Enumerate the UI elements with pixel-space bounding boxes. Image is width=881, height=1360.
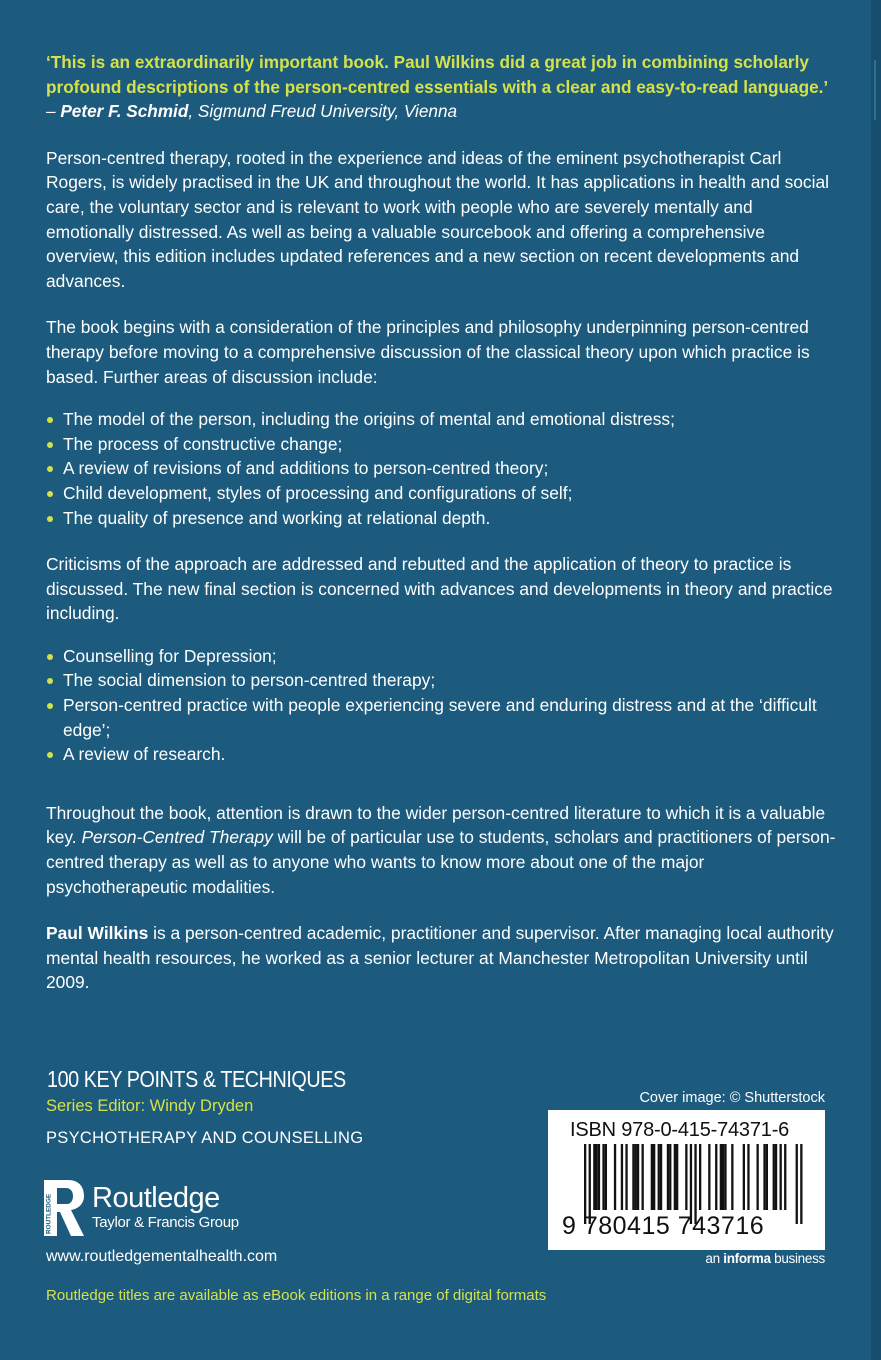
quote-dash: – bbox=[46, 101, 61, 122]
informa-brand: informa bbox=[723, 1251, 771, 1266]
list-item: Child development, styles of processing and configurations of self; bbox=[46, 481, 836, 506]
barcode-bar bbox=[757, 1144, 759, 1210]
publisher-group: Taylor & Francis Group bbox=[92, 1214, 239, 1231]
isbn-barcode bbox=[548, 1110, 825, 1250]
author-bio bbox=[46, 921, 836, 995]
barcode-bar bbox=[596, 1144, 598, 1210]
series-editor: Series Editor: Windy Dryden bbox=[46, 1097, 254, 1115]
barcode-bar bbox=[763, 1144, 765, 1210]
list-item: The quality of presence and working at relational depth. bbox=[46, 506, 836, 531]
barcode-bar bbox=[731, 1144, 733, 1210]
informa-prefix: an bbox=[705, 1251, 724, 1266]
barcode-bar bbox=[743, 1144, 745, 1210]
para4-text-start: Throughout the book, attention is drawn to the wider person-centred literature to which it is a valuable key. bbox=[46, 802, 826, 848]
list-item: Person-centred practice with people experiencing severe and enduring distress and at the ‘difficult edge’; bbox=[46, 693, 836, 742]
publisher-name: Routledge bbox=[92, 1182, 220, 1214]
list-item: Counselling for Depression; bbox=[46, 644, 836, 669]
quote-affiliation: , Sigmund Freud University, Vienna bbox=[188, 101, 458, 122]
barcode-bar bbox=[632, 1144, 634, 1210]
barcode-bar bbox=[674, 1144, 676, 1210]
barcode-digits: 9 780415 743716 bbox=[562, 1212, 765, 1240]
list-item: A review of research. bbox=[46, 742, 836, 767]
barcode-bar bbox=[685, 1144, 687, 1210]
barcode-bar bbox=[796, 1144, 798, 1224]
topics-list-1 bbox=[46, 407, 836, 530]
barcode-bar bbox=[669, 1144, 671, 1210]
series-title: 100 KEY POINTS & TECHNIQUES bbox=[47, 1066, 346, 1092]
blurb bbox=[46, 50, 836, 995]
author-bio-text: is a person-centred academic, practitioner and supervisor. After managing local authority mental health resources, he worked as a senior lecturer at Manchester Metropolitan University until 2009. bbox=[46, 923, 834, 993]
routledge-vertical-mark: ROUTLEDGE bbox=[45, 1193, 53, 1234]
barcode-bar bbox=[715, 1144, 717, 1210]
list-item: A review of revisions of and additions to person-centred theory; bbox=[46, 456, 836, 481]
informa-business-mark bbox=[705, 1251, 825, 1266]
barcode-bar bbox=[708, 1144, 710, 1210]
barcode-bar bbox=[699, 1144, 701, 1210]
barcode-bar bbox=[722, 1144, 724, 1210]
barcode-bar bbox=[780, 1144, 782, 1210]
para4-text-end: will be of particular use to students, scholars and practitioners of person-centred therapy as well as to anyone who wants to know more about one of the major psychotherapeutic modalities. bbox=[46, 827, 836, 897]
description-paragraph-2: The book begins with a consideration of the principles and philosophy underpinning person-centred therapy before moving to a comprehensive discussion of the classical theory upon which practice is based. Further areas of discussion include: bbox=[46, 317, 810, 387]
routledge-r-icon bbox=[44, 1180, 84, 1236]
routledge-wordmark bbox=[92, 1183, 239, 1233]
barcode-bar bbox=[621, 1144, 623, 1210]
barcode-bar bbox=[658, 1144, 660, 1210]
description-paragraph-1: Person-centred therapy, rooted in the experience and ideas of the eminent psychotherapist Carl Rogers, is widely practised in the UK and throughout the world. It has applications in health and social care, the voluntary sector and is relevant to work with people who are severely mentally and emotionally distressed. As well as being a valuable sourcebook and offering a comprehensive overview, this edition includes updated references and a new section on recent developments and advances. bbox=[46, 147, 830, 291]
barcode-bar bbox=[773, 1144, 775, 1210]
list-item: The social dimension to person-centred therapy; bbox=[46, 668, 836, 693]
quote-author: Peter F. Schmid bbox=[60, 101, 189, 122]
description-paragraph-4 bbox=[46, 801, 836, 899]
quote-attribution bbox=[46, 101, 457, 121]
barcode-bar bbox=[720, 1144, 722, 1210]
series-subject: PSYCHOTHERAPY AND COUNSELLING bbox=[46, 1129, 364, 1147]
informa-suffix: business bbox=[770, 1251, 825, 1266]
barcode-bar bbox=[747, 1144, 749, 1210]
barcode-bar bbox=[766, 1144, 768, 1210]
book-title: Person-Centred Therapy bbox=[81, 827, 273, 848]
spine-edge bbox=[871, 0, 881, 1360]
barcode-bar bbox=[660, 1144, 662, 1210]
quote-text: ‘This is an extraordinarily important book. Paul Wilkins did a great job in combining scholarly profound descriptions of the person-centred essentials with a clear and easy-to-read language.’ bbox=[46, 52, 829, 97]
routledge-logo bbox=[44, 1180, 239, 1236]
publisher-url: www.routledgementalhealth.com bbox=[46, 1248, 278, 1265]
barcode-bar bbox=[724, 1144, 726, 1210]
barcode-bar bbox=[800, 1144, 802, 1224]
barcode-bar bbox=[625, 1144, 627, 1210]
endorsement-quote bbox=[46, 50, 836, 124]
barcode-bar bbox=[605, 1144, 607, 1210]
list-item: The model of the person, including the origins of mental and emotional distress; bbox=[46, 407, 836, 432]
isbn-label: ISBN 978-0-415-74371-6 bbox=[570, 1119, 790, 1141]
barcode-bar bbox=[642, 1144, 644, 1210]
description-paragraph-3: Criticisms of the approach are addressed and rebutted and the application of theory to practice is discussed. The new final section is concerned with advances and developments in theory and practice including. bbox=[46, 554, 833, 624]
barcode-bar bbox=[637, 1144, 639, 1210]
barcode-bar bbox=[614, 1144, 616, 1210]
list-item: The process of constructive change; bbox=[46, 432, 836, 457]
barcode-bar bbox=[593, 1144, 595, 1210]
barcode-bar bbox=[602, 1144, 604, 1210]
barcode-bar bbox=[653, 1144, 655, 1210]
barcode-bar bbox=[635, 1144, 637, 1210]
barcode-bar bbox=[667, 1144, 669, 1210]
barcode-bar bbox=[651, 1144, 653, 1210]
ebook-note: Routledge titles are available as eBook editions in a range of digital formats bbox=[46, 1287, 547, 1304]
topics-list-2 bbox=[46, 644, 836, 767]
author-name: Paul Wilkins bbox=[46, 923, 149, 944]
barcode-bar bbox=[784, 1144, 786, 1210]
barcode-bar bbox=[676, 1144, 678, 1210]
barcode-bar bbox=[598, 1144, 600, 1210]
cover-image-credit: Cover image: © Shutterstock bbox=[639, 1090, 825, 1106]
barcode-bar bbox=[775, 1144, 777, 1210]
